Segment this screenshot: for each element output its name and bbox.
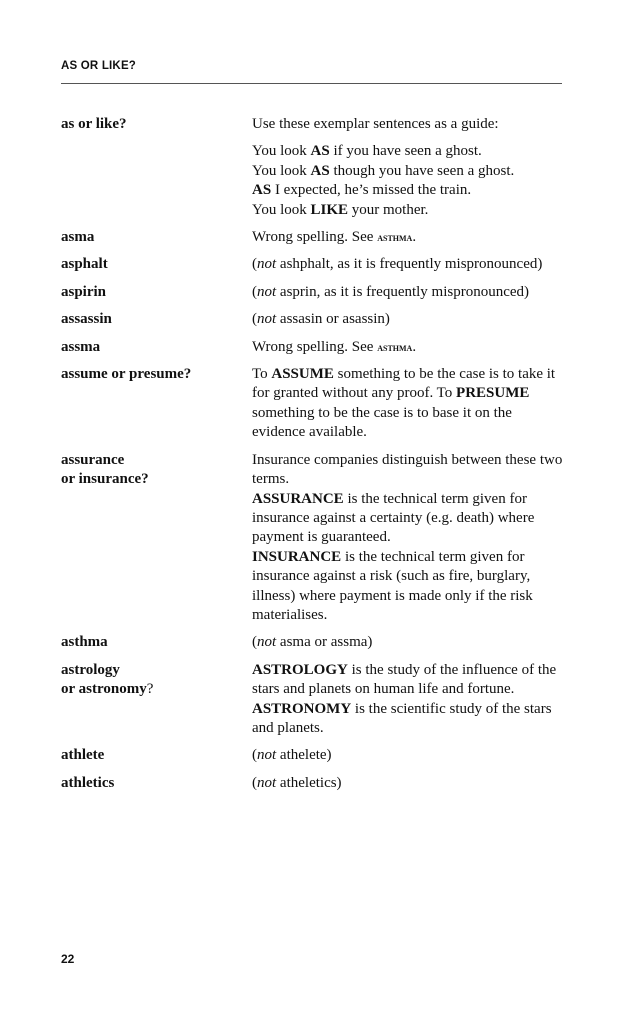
definition-text: Wrong spelling. See (252, 229, 378, 246)
headword (61, 746, 252, 765)
definition (252, 255, 566, 274)
definition-text: You look (252, 143, 311, 160)
page-number: 22 (61, 952, 75, 966)
definition-text: AS (310, 143, 330, 160)
definition-text: is the study of the influence of the stars and planets on human life and fortune. (252, 661, 557, 698)
definition-text: You look (252, 201, 311, 218)
headword (61, 365, 252, 443)
definition-text: is the technical term given for insurance against a certainty (e.g. death) where payment is guaranteed. (252, 490, 535, 546)
definition-text: ASSURANCE (252, 490, 344, 507)
entry (61, 746, 566, 765)
headword (61, 283, 252, 302)
definition-text: ( (252, 634, 257, 651)
definition-text: . (412, 229, 417, 246)
headword-text: assume or presume? (61, 366, 192, 383)
definition-text: athelete) (276, 747, 332, 764)
headword-text: as or like? (61, 116, 127, 132)
definition-text: not (257, 256, 277, 273)
definition-text: INSURANCE (252, 548, 342, 565)
definition (252, 774, 566, 793)
definition-text: not (257, 774, 277, 791)
definition (252, 633, 566, 652)
headword-text: assassin (61, 311, 112, 328)
definition-text: ( (252, 311, 257, 328)
definition-paragraph (252, 661, 566, 739)
definition-text: your mother. (348, 201, 429, 218)
definition (252, 228, 566, 247)
entry-list (61, 115, 566, 801)
entry (61, 255, 566, 274)
definition-text: You look (252, 162, 311, 179)
definition-text: something to be the case is to take it for granted without any proof. To (252, 366, 556, 402)
running-head: AS OR LIKE? (61, 60, 137, 72)
headword-text: assma (61, 338, 101, 355)
definition-text: asprin, as it is frequently mispronounced) (276, 283, 530, 300)
headword-text: asma (61, 229, 95, 246)
definition-paragraph (252, 633, 566, 652)
headword (61, 228, 252, 247)
headword-text: astrology (61, 661, 120, 678)
definition-text: LIKE (310, 201, 349, 218)
definition-text: Use these exemplar sentences as a guide: (252, 116, 499, 132)
definition-text: ( (252, 747, 257, 764)
headword-text: assurance (61, 451, 125, 468)
definition-text: AS (310, 162, 330, 179)
definition-paragraph (252, 365, 566, 443)
definition-text: if you have seen a ghost. (329, 143, 482, 160)
headword (61, 255, 252, 274)
definition-text: ASSUME (271, 366, 334, 383)
entry (61, 310, 566, 329)
headword-text: aspirin (61, 283, 107, 300)
definition-text: ASTROLOGY (252, 661, 348, 678)
definition-paragraph (252, 451, 566, 626)
definition (252, 365, 566, 443)
header-rule (61, 83, 562, 84)
headword (61, 774, 252, 793)
definition-text: ashphalt, as it is frequently mispronounced) (276, 256, 543, 273)
definition-text: ( (252, 774, 257, 791)
definition (252, 115, 566, 220)
definition-paragraph (252, 746, 566, 765)
entry (61, 338, 566, 357)
entry (61, 115, 566, 220)
headword (61, 310, 252, 329)
definition-text: AS (252, 182, 272, 199)
headword-text-line2: or astronomy (61, 681, 147, 698)
definition (252, 661, 566, 739)
headword (61, 338, 252, 357)
definition-text: To (252, 366, 272, 383)
definition (252, 451, 566, 626)
definition-text: asma or assma) (276, 634, 373, 651)
definition (252, 283, 566, 302)
cross-reference: asthma (377, 230, 413, 245)
definition-paragraph (252, 310, 566, 329)
definition (252, 338, 566, 357)
headword-text-line2: or insurance? (61, 471, 149, 488)
definition-text: ( (252, 256, 257, 273)
definition-text: not (257, 283, 277, 300)
headword-text: asphalt (61, 256, 108, 273)
headword-text: athlete (61, 747, 105, 764)
definition-text: not (257, 634, 277, 651)
headword-text: asthma (61, 634, 108, 651)
entry (61, 228, 566, 247)
definition-text: not (257, 311, 277, 328)
definition-text: Insurance companies distinguish between these two terms. (252, 451, 563, 488)
definition-text: not (257, 747, 277, 764)
definition (252, 746, 566, 765)
definition (252, 310, 566, 329)
definition-text: ( (252, 283, 257, 300)
headword (61, 451, 252, 626)
definition-text: though you have seen a ghost. (329, 162, 515, 179)
entry (61, 365, 566, 443)
entry (61, 283, 566, 302)
definition-paragraph (252, 338, 566, 357)
definition-text: Wrong spelling. See (252, 338, 378, 355)
definition-paragraph (252, 774, 566, 793)
definition-paragraph (252, 255, 566, 274)
entry (61, 451, 566, 626)
definition-text: PRESUME (456, 385, 530, 402)
definition-text: assasin or asassin) (276, 311, 390, 328)
definition-paragraph (252, 115, 566, 134)
definition-text: . (412, 338, 417, 355)
entry (61, 774, 566, 793)
headword (61, 661, 252, 739)
cross-reference: asthma (377, 339, 413, 354)
headword (61, 633, 252, 652)
definition-paragraph (252, 283, 566, 302)
headword (61, 115, 252, 220)
definition-paragraph (252, 142, 566, 220)
definition-text: atheletics) (276, 774, 342, 791)
definition-text: ASTRONOMY (252, 700, 352, 717)
entry (61, 661, 566, 739)
entry (61, 633, 566, 652)
definition-text: is the technical term given for insurance against a risk (such as fire, burglary, illness) where payment is made only if the risk materialises. (252, 548, 533, 623)
definition-text: I expected, he’s missed the train. (271, 182, 472, 199)
definition-text: something to be the case is to base it on the evidence available. (252, 404, 512, 441)
headword-suffix: ? (146, 681, 154, 698)
headword-text: athletics (61, 774, 115, 791)
definition-text: is the scientific study of the stars and planets. (252, 700, 552, 736)
definition-paragraph (252, 228, 566, 247)
